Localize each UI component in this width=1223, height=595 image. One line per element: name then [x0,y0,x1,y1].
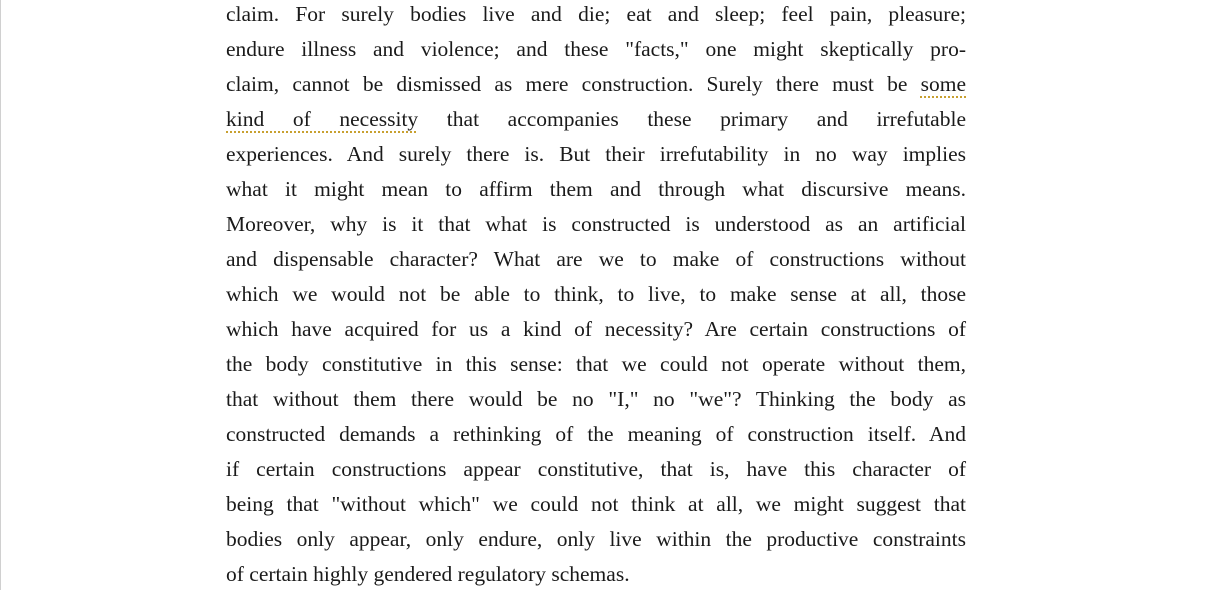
line-text: what it might mean to affirm them and through what discursive means. [226,177,966,201]
grammar-flagged-text[interactable]: some [920,72,966,96]
line-text: which we would not be able to think, to live, to make sense at all, those [226,282,966,306]
paragraph-line [226,32,966,67]
paragraph-line [226,347,966,382]
paragraph-line [226,277,966,312]
paragraph-line [226,102,966,137]
line-text: that without them there would be no "I," no "we"? Thinking the body as [226,387,966,411]
paragraph-line [226,522,966,557]
line-text: endure illness and violence; and these "facts," one might skeptically pro- [226,37,966,61]
line-text: if certain constructions appear constitutive, that is, have this character of [226,457,966,481]
line-text: claim, cannot be dismissed as mere construction. Surely there must be [226,72,921,96]
line-text: experiences. And surely there is. But their irrefutability in no way implies [226,142,966,166]
paragraph-line [226,137,966,172]
line-text: that accompanies these primary and irrefutable [418,107,966,131]
paragraph-line [226,242,966,277]
grammar-flagged-text[interactable]: kind of necessity [226,107,419,131]
line-text: which have acquired for us a kind of necessity? Are certain constructions of [226,317,966,341]
paragraph-line [226,417,966,452]
paragraph-line [226,557,966,592]
paragraph-line [226,452,966,487]
line-text: being that "without which" we could not think at all, we might suggest that [226,492,966,516]
line-text: constructed demands a rethinking of the meaning of construction itself. And [226,422,966,446]
paragraph-line [226,67,966,102]
line-text: of certain highly gendered regulatory schemas. [226,562,630,586]
paragraph-line [226,382,966,417]
paragraph-line [226,172,966,207]
line-text: and dispensable character? What are we to make of constructions without [226,247,966,271]
line-text: Moreover, why is it that what is constructed is understood as an artificial [226,212,966,236]
paragraph-line [226,0,966,32]
paragraph-line [226,207,966,242]
line-text: bodies only appear, only endure, only live within the productive constraints [226,527,966,551]
line-text: claim. For surely bodies live and die; eat and sleep; feel pain, pleasure; [226,2,966,26]
document-body-text[interactable] [226,0,966,592]
paragraph-line [226,487,966,522]
line-text: the body constitutive in this sense: that we could not operate without them, [226,352,966,376]
paragraph-line [226,312,966,347]
